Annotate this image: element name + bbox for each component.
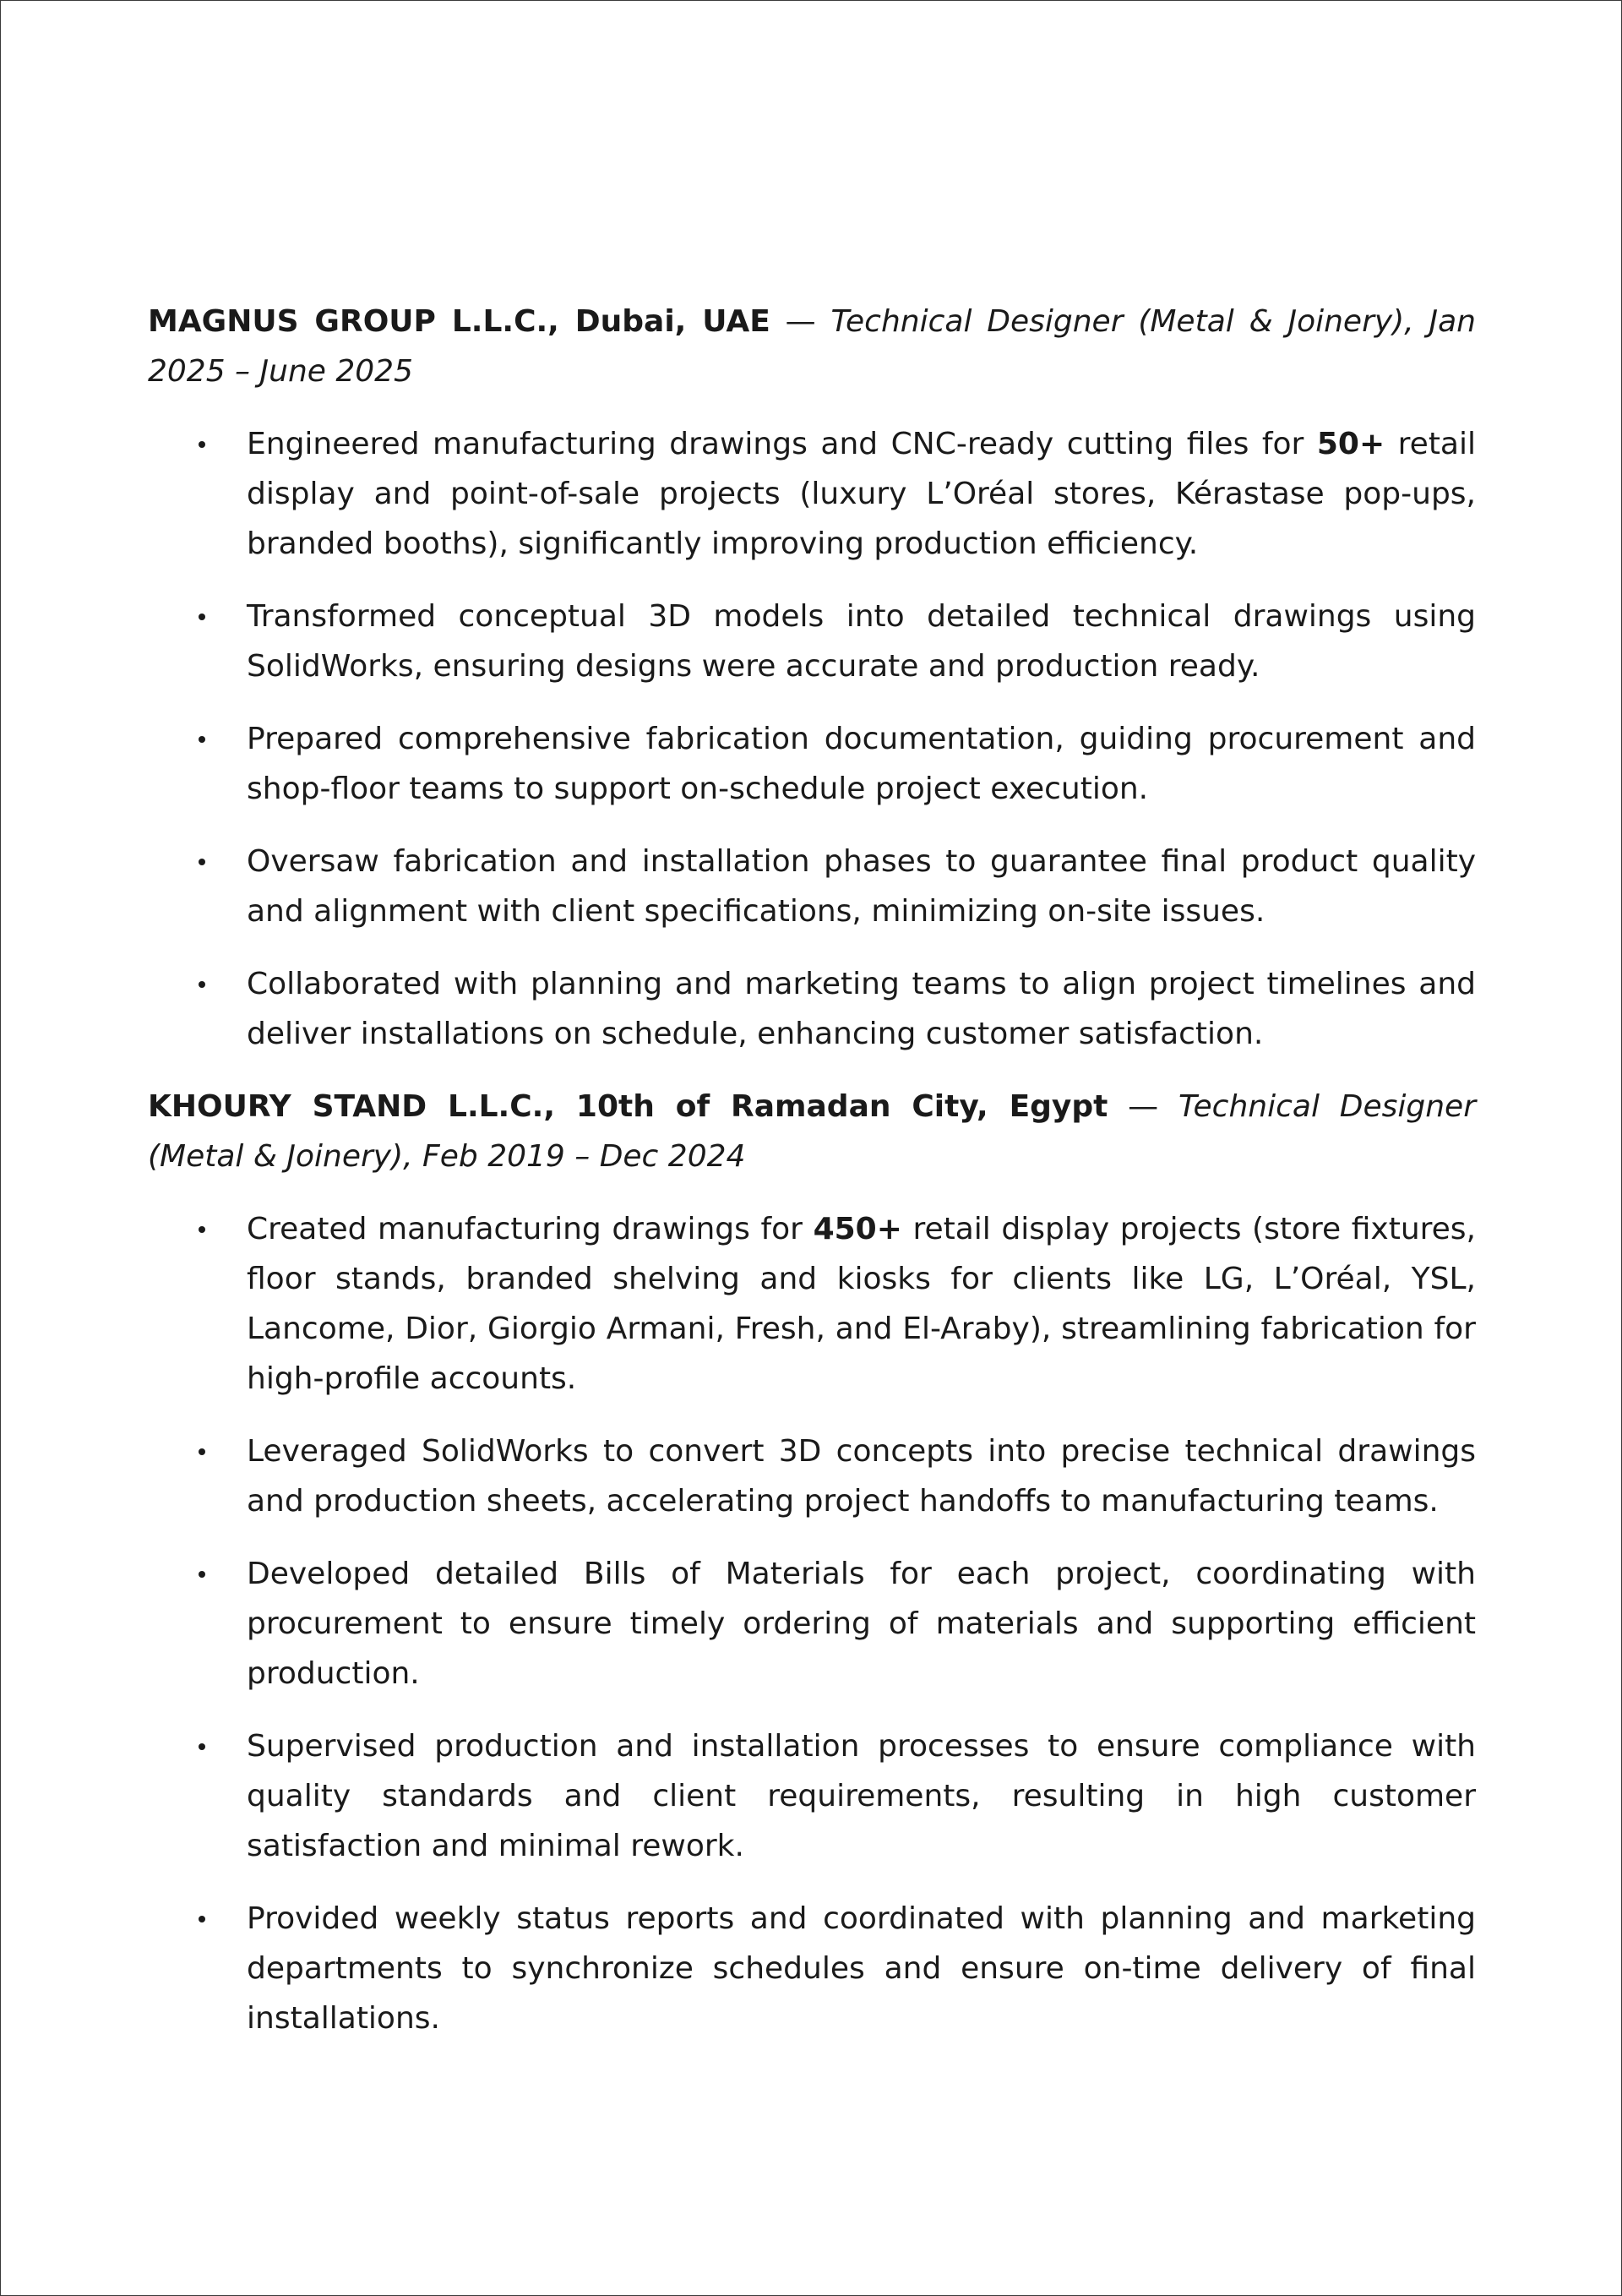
list-item — [148, 1204, 1476, 1404]
bullet-dot-icon — [199, 1916, 205, 1922]
bullet-text: Provided weekly status reports and coordinated with planning and marketing departments to synchronize schedules and ensure on-time delivery of final installations. — [247, 1901, 1476, 2036]
bullet-dot-icon — [199, 1448, 205, 1455]
bullet-text: Oversaw fabrication and installation phases to guarantee final product quality and alignment with client specifications, minimizing on-site issues. — [247, 844, 1476, 929]
job-bullets-magnus — [148, 419, 1476, 1059]
list-item — [148, 1549, 1476, 1699]
bullet-dot-icon — [199, 614, 205, 620]
experience-section — [148, 297, 1476, 2066]
list-item — [148, 419, 1476, 569]
job-title-dates: Technical Designer (Metal & Joinery), Feb 2019 – Dec 2024 — [148, 1089, 1476, 1174]
bullet-text: retail display projects (store fixtures, floor stands, branded shelving and kiosks for clients like LG, L’Oréal, YSL, Lancome, Dior, Giorgio Armani, Fresh, and El-Araby), streamlining fabrication for high-profile accounts. — [247, 1212, 1476, 1396]
bullet-dot-icon — [199, 1571, 205, 1578]
list-item — [148, 837, 1476, 936]
bullet-dot-icon — [199, 1226, 205, 1233]
header-separator: — — [1108, 1089, 1178, 1124]
bullet-dot-icon — [199, 1743, 205, 1750]
list-item — [148, 959, 1476, 1059]
list-item — [148, 592, 1476, 691]
project-count-metric: 450+ — [813, 1212, 902, 1246]
bullet-text: Engineered manufacturing drawings and CNC-ready cutting files for — [247, 427, 1317, 461]
company-name: KHOURY STAND L.L.C., 10th of Ramadan City, Egypt — [148, 1089, 1108, 1124]
list-item — [148, 1894, 1476, 2043]
bullet-text: retail display and point-of-sale projects (luxury L’Oréal stores, Kérastase pop-ups, branded booths), significantly improving production efficiency. — [247, 427, 1476, 561]
bullet-dot-icon — [199, 859, 205, 865]
bullet-text: Prepared comprehensive fabrication documentation, guiding procurement and shop-floor teams to support on-schedule project execution. — [247, 722, 1476, 806]
list-item — [148, 714, 1476, 814]
bullet-dot-icon — [199, 981, 205, 988]
bullet-text: Supervised production and installation processes to ensure compliance with quality standards and client requirements, resulting in high customer satisfaction and minimal rework. — [247, 1729, 1476, 1863]
bullet-dot-icon — [199, 441, 205, 448]
header-separator: — — [770, 304, 831, 339]
list-item — [148, 1721, 1476, 1871]
list-item — [148, 1426, 1476, 1526]
company-name: MAGNUS GROUP L.L.C., Dubai, UAE — [148, 304, 770, 339]
bullet-text: Collaborated with planning and marketing teams to align project timelines and deliver installations on schedule, enhancing customer satisfaction. — [247, 967, 1476, 1051]
job-header-khoury — [148, 1082, 1476, 1181]
bullet-text: Transformed conceptual 3D models into detailed technical drawings using SolidWorks, ensuring designs were accurate and production ready. — [247, 599, 1476, 684]
bullet-text: Developed detailed Bills of Materials for each project, coordinating with procurement to ensure timely ordering of materials and supporting efficient production. — [247, 1557, 1476, 1691]
job-header-magnus — [148, 297, 1476, 396]
job-bullets-khoury — [148, 1204, 1476, 2043]
bullet-dot-icon — [199, 736, 205, 743]
project-count-metric: 50+ — [1316, 427, 1385, 461]
job-title-dates: Technical Designer (Metal & Joinery), Jan 2025 – June 2025 — [148, 304, 1476, 389]
bullet-text: Leveraged SolidWorks to convert 3D concepts into precise technical drawings and production sheets, accelerating project handoffs to manufacturing teams. — [247, 1434, 1476, 1519]
bullet-text: Created manufacturing drawings for — [247, 1212, 814, 1246]
